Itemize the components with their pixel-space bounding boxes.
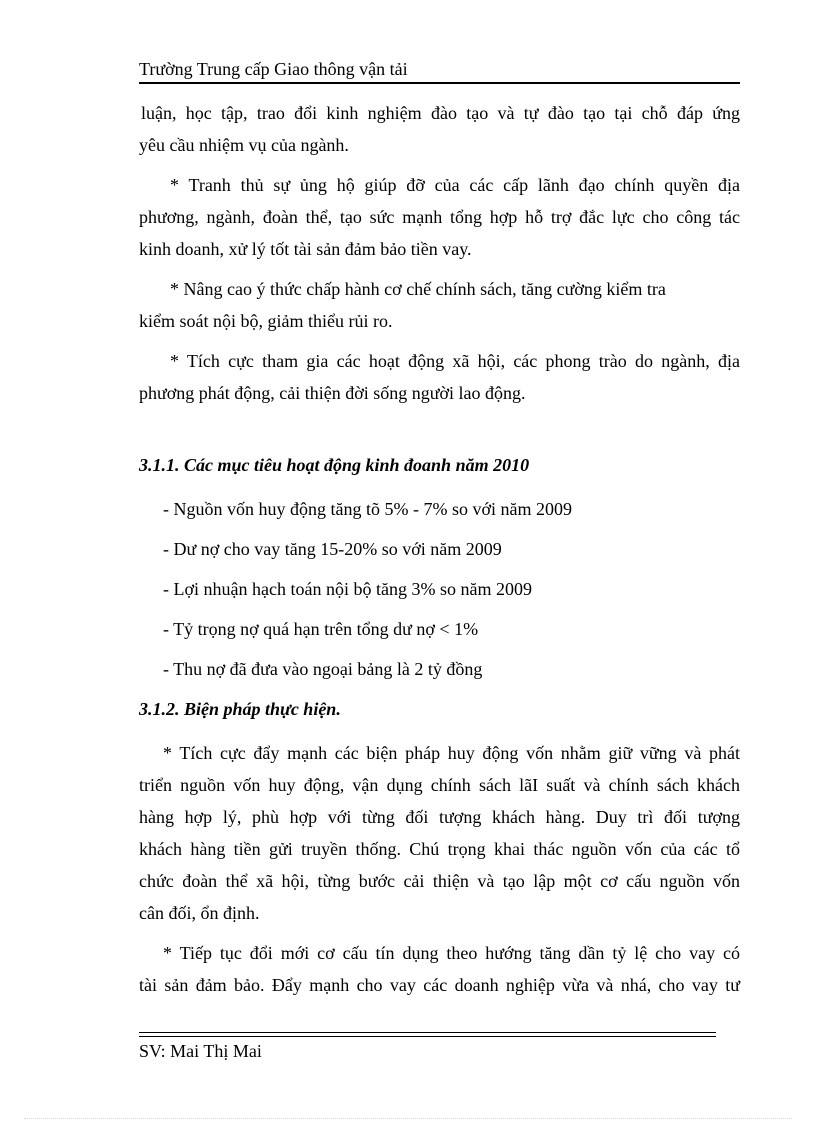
paragraph-4 [139, 345, 740, 409]
text-line: triển nguồn vốn huy động, vận dụng chính sách lãI suất và chính sách khách [139, 775, 740, 795]
text-line: cân đối, ổn định. [139, 903, 260, 923]
section-heading-targets: 3.1.1. Các mục tiêu hoạt động kinh đoanh năm 2010 [139, 455, 530, 475]
document-body [139, 97, 740, 1001]
page-header [139, 58, 740, 84]
text-line: kinh doanh, xử lý tốt tài sản đảm bảo tiền vay. [139, 239, 472, 259]
section-heading-measures: 3.1.2. Biện pháp thực hiện. [139, 699, 341, 719]
list-item: - Lợi nhuận hạch toán nội bộ tăng 3% so năm 2009 [163, 579, 532, 599]
targets-list [139, 489, 740, 689]
text-line: * Tranh thủ sự ủng hộ giúp đỡ của các cấp lãnh đạo chính quyền địa [170, 175, 740, 195]
page-footer [139, 1040, 262, 1062]
text-line: khách hàng tiền gửi truyền thống. Chú trọng khai thác nguồn vốn của các tổ [139, 839, 740, 859]
list-item: - Nguồn vốn huy động tăng tõ 5% - 7% so với năm 2009 [163, 499, 572, 519]
text-line: * Tích cực tham gia các hoạt động xã hội, các phong trào do ngành, địa [170, 351, 740, 371]
paragraph-6 [139, 937, 740, 1001]
paragraph-2 [139, 169, 740, 265]
text-line: chức đoàn thể xã hội, từng bước cải thiện và tạo lập một cơ cấu nguồn vốn [139, 871, 740, 891]
list-item: - Dư nợ cho vay tăng 15-20% so với năm 2009 [163, 539, 502, 559]
page-boundary [24, 1118, 792, 1119]
paragraph-3 [139, 273, 740, 337]
text-line: phương phát động, cải thiện đời sống người lao động. [139, 383, 526, 403]
footer-divider [139, 1032, 716, 1037]
text-line: * Tiếp tục đổi mới cơ cấu tín dụng theo hướng tăng dần tỷ lệ cho vay có [163, 943, 740, 963]
text-line: tài sản đảm bảo. Đẩy mạnh cho vay các doanh nghiệp vừa và nhá, cho vay tư [139, 975, 740, 995]
school-name: Trường Trung cấp Giao thông vận tải [139, 59, 408, 79]
paragraph-1 [139, 97, 740, 161]
text-line: luận, học tập, trao đổi kinh nghiệm đào tạo và tự đào tạo tại chỗ đáp ứng [141, 103, 740, 123]
list-item: - Tỷ trọng nợ quá hạn trên tổng dư nợ < 1% [163, 619, 479, 639]
text-line: phương, ngành, đoàn thể, tạo sức mạnh tổng hợp hỗ trợ đắc lực cho công tác [139, 207, 740, 227]
text-line: * Tích cực đẩy mạnh các biện pháp huy động vốn nhằm giữ vững và phát [163, 743, 740, 763]
student-name: SV: Mai Thị Mai [139, 1041, 262, 1061]
paragraph-5 [139, 737, 740, 929]
text-line: * Nâng cao ý thức chấp hành cơ chế chính sách, tăng cường kiểm tra [170, 279, 666, 299]
list-item: - Thu nợ đã đưa vào ngoại bảng là 2 tỷ đồng [163, 659, 483, 679]
text-line: hàng hợp lý, phù hợp với từng đối tượng khách hàng. Duy trì đối tượng [139, 807, 740, 827]
text-line: yêu cầu nhiệm vụ của ngành. [139, 135, 349, 155]
text-line: kiểm soát nội bộ, giảm thiểu rủi ro. [139, 311, 393, 331]
